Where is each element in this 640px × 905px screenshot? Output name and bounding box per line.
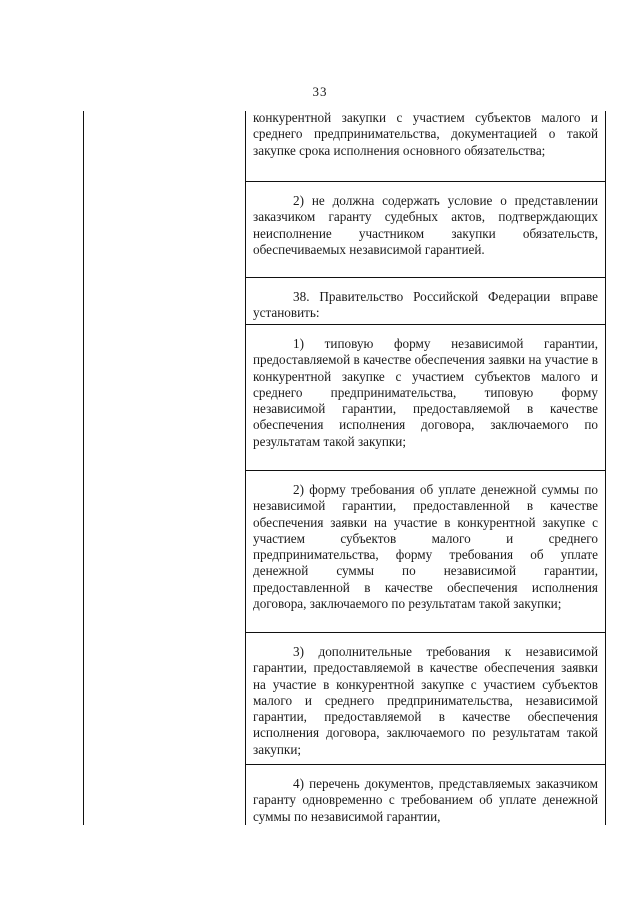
row-divider [245, 764, 605, 765]
table-border-right [605, 111, 606, 825]
row-divider [245, 181, 605, 182]
row-divider [245, 470, 605, 471]
table-cell [253, 289, 598, 322]
row-divider [245, 632, 605, 633]
cell-paragraph: 3) дополнительные требования к независимой гарантии, предоставляемой в качестве обеспечения заявки на участие в конкурентной закупке с участием субъектов малого и среднего предпринимательства, независимой гарантии, предоставляемой в качестве обеспечения исполнения договора, заключаемого по результатам такой закупки; [253, 644, 598, 757]
table-column-divider [245, 111, 246, 825]
table-cell [253, 776, 598, 825]
cell-paragraph: 38. Правительство Российской Федерации вправе установить: [253, 289, 598, 321]
table-cell [253, 110, 598, 159]
page-number: 33 [312, 84, 328, 99]
cell-paragraph: 2) форму требования об уплате денежной суммы по независимой гарантии, предоставленной в качестве обеспечения заявки на участие в конкурентной закупке с участием субъектов малого и среднего предпринимательства, форму требования об уплате денежной суммы по независимой гарантии, предоставленной в качестве обеспечения исполнения договора, заключаемого по результатам такой закупки; [253, 482, 598, 612]
cell-paragraph: конкурентной закупки с участием субъектов малого и среднего предпринимательства, документацией о такой закупке срока исполнения основного обязательства; [253, 110, 598, 158]
table-cell [253, 482, 598, 612]
table-cell [253, 336, 598, 450]
cell-paragraph: 1) типовую форму независимой гарантии, предоставляемой в качестве обеспечения заявки на участие в конкурентной закупке с участием субъектов малого и среднего предпринимательства, типовую форму независимой гарантии, предоставляемой в качестве обеспечения исполнения договора, заключаемого по результатам такой закупки; [253, 336, 598, 449]
cell-paragraph: 4) перечень документов, представляемых заказчиком гаранту одновременно с требованием об уплате денежной суммы по независимой гарантии, [253, 776, 598, 824]
table-border-left [83, 111, 84, 825]
row-divider [245, 324, 605, 325]
row-divider [245, 277, 605, 278]
cell-paragraph: 2) не должна содержать условие о представлении заказчиком гаранту судебных актов, подтверждающих неисполнение участником закупки обязательств, обеспечиваемых независимой гарантией. [253, 193, 598, 257]
table-cell [253, 644, 598, 758]
table-cell [253, 193, 598, 258]
